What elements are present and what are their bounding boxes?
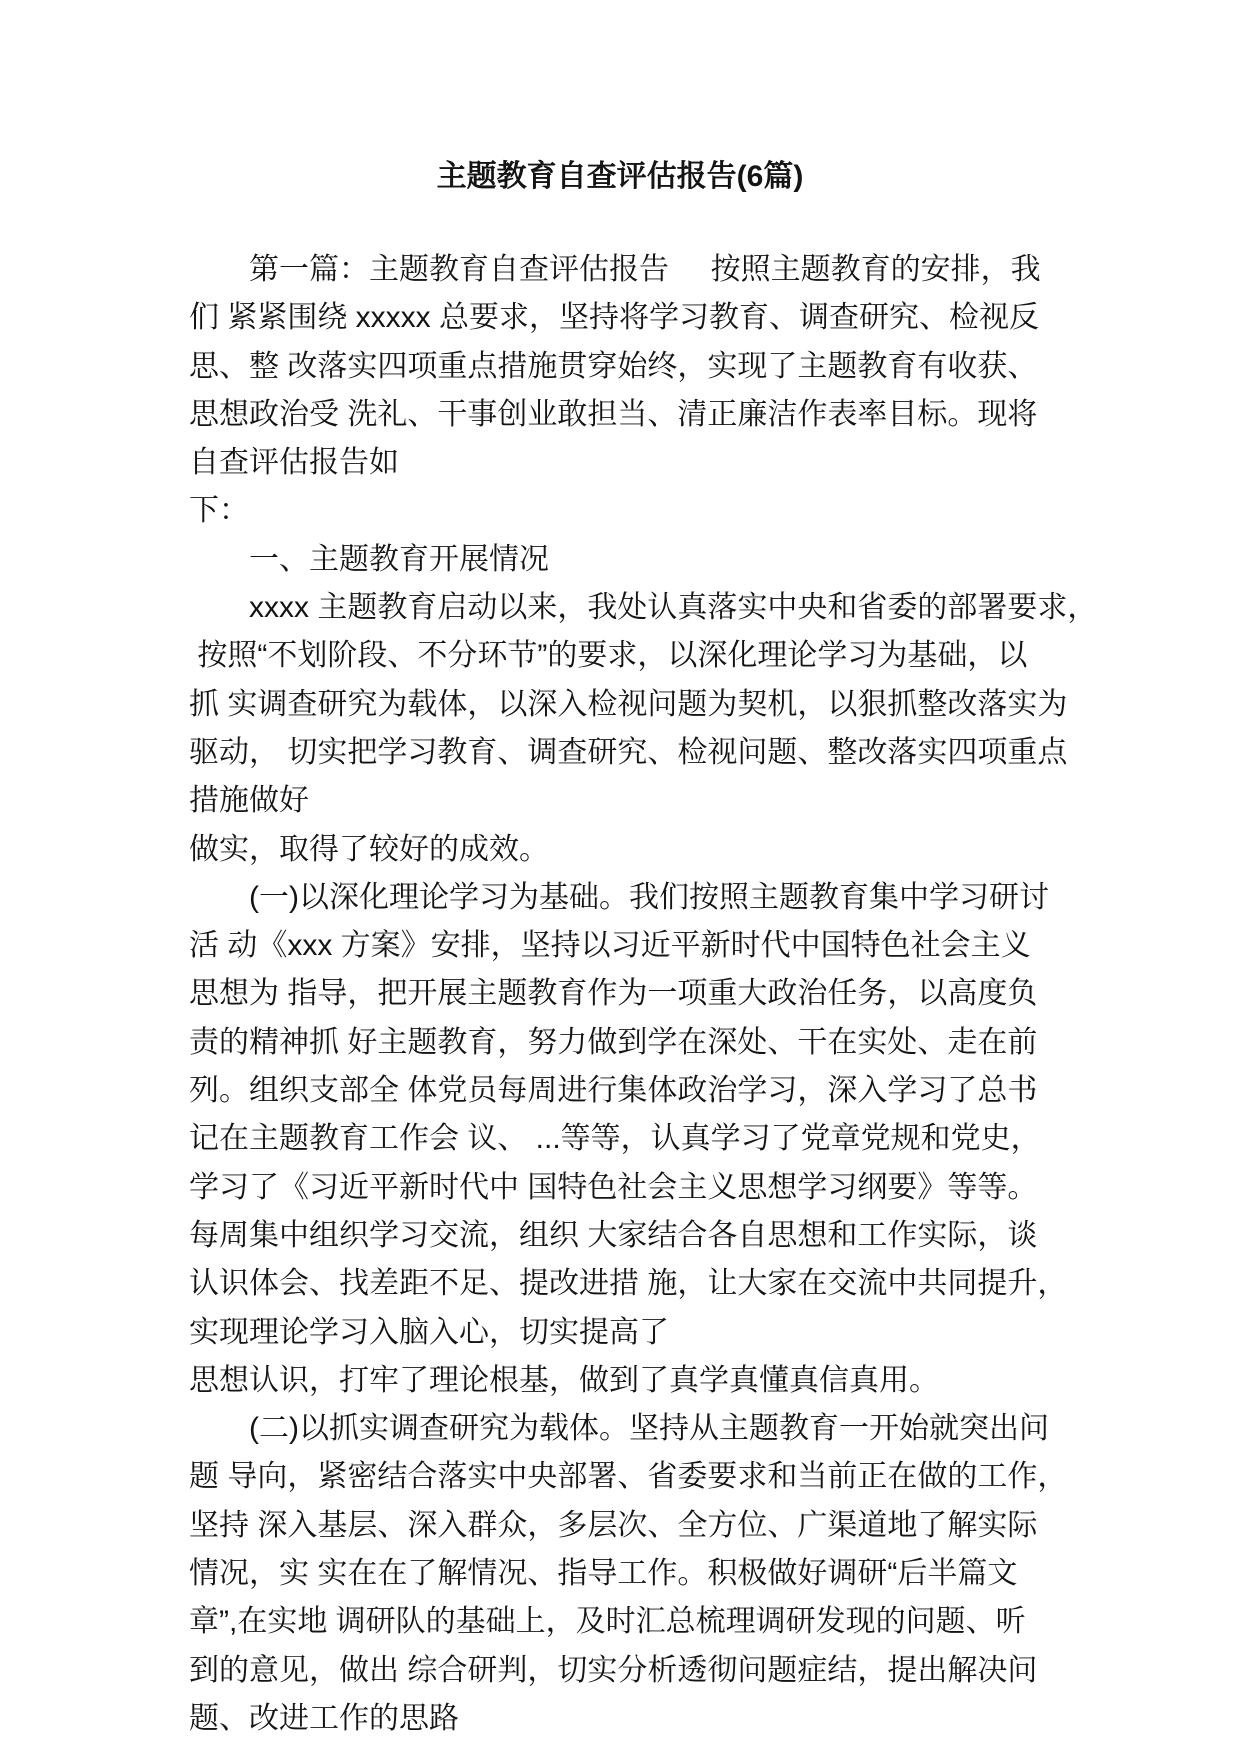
text-line: 认识体会、找差距不足、提改进措 施，让大家在交流中共同提升， bbox=[189, 1267, 1068, 1301]
text-line: 们 紧紧围绕 xxxxx 总要求，坚持将学习教育、调查研究、检视反 bbox=[189, 301, 1040, 335]
text-line: 做实，取得了较好的成效。 bbox=[189, 832, 549, 866]
text-line: 思想为 指导，把开展主题教育作为一项重大政治任务，以高度负 bbox=[189, 977, 1038, 1011]
text-line: 第一篇：主题教育自查评估报告 按照主题教育的安排，我 bbox=[249, 253, 1041, 286]
text-line: 记在主题教育工作会 议、 ...等等，认真学习了党章党规和党史， bbox=[189, 1122, 1041, 1156]
paragraph-research bbox=[189, 1405, 1199, 1743]
text-line: 题 导向，紧密结合落实中央部署、省委要求和当前正在做的工作， bbox=[189, 1460, 1068, 1494]
text-line: xxxx 主题教育启动以来，我处认真落实中央和省委的部署要求， bbox=[249, 591, 1098, 625]
paragraph-overview bbox=[189, 584, 1199, 874]
text-line: 列。组织支部全 体党员每周进行集体政治学习，深入学习了总书 bbox=[189, 1074, 1038, 1108]
text-line: 思、整 改落实四项重点措施贯穿始终，实现了主题教育有收获、 bbox=[189, 349, 1038, 383]
text-line: 情况，实 实在在了解情况、指导工作。积极做好调研“后半篇文 bbox=[189, 1557, 1018, 1591]
document-body bbox=[189, 246, 1199, 1743]
text-line: 坚持 深入基层、深入群众，多层次、全方位、广渠道地了解实际 bbox=[189, 1508, 1038, 1542]
text-line: 驱动， 切实把学习教育、调查研究、检视问题、整改落实四项重点 bbox=[189, 735, 1068, 769]
text-line: 实现理论学习入脑入心，切实提高了 bbox=[189, 1315, 669, 1349]
text-line: 到的意见，做出 综合研判，切实分析透彻问题症结，提出解决问 bbox=[189, 1653, 1038, 1687]
text-line: 题、改进工作的思路 bbox=[189, 1701, 459, 1735]
text-line: 按照“不划阶段、不分环节”的要求，以深化理论学习为基础，以 bbox=[189, 639, 1028, 673]
text-line: (二)以抓实调查研究为载体。坚持从主题教育一开始就突出问 bbox=[249, 1412, 1049, 1446]
text-line: 学习了《习近平新时代中 国特色社会主义思想学习纲要》等等。 bbox=[189, 1170, 1038, 1204]
text-line: 活 动《xxx 方案》安排，坚持以习近平新时代中国特色社会主义 bbox=[189, 929, 1031, 963]
text-line: (一)以深化理论学习为基础。我们按照主题教育集中学习研讨 bbox=[249, 880, 1049, 914]
text-line: 责的精神抓 好主题教育，努力做到学在深处、干在实处、走在前 bbox=[189, 1025, 1038, 1059]
text-line: 思想政治受 洗礼、干事创业敢担当、清正廉洁作表率目标。现将 bbox=[189, 397, 1038, 431]
text-line: 下： bbox=[189, 494, 249, 528]
paragraph-intro bbox=[189, 246, 1199, 536]
text-line: 自查评估报告如 bbox=[189, 446, 399, 480]
text-line: 思想认识，打牢了理论根基，做到了真学真懂真信真用。 bbox=[189, 1363, 939, 1397]
text-line: 一、主题教育开展情况 bbox=[249, 542, 549, 576]
paragraph-theory-study bbox=[189, 874, 1199, 1405]
text-line: 每周集中组织学习交流，组织 大家结合各自思想和工作实际，谈 bbox=[189, 1218, 1038, 1252]
text-line: 章”,在实地 调研队的基础上，及时汇总梳理调研发现的问题、听 bbox=[189, 1605, 1026, 1639]
document-title: 主题教育自查评估报告(6篇) bbox=[436, 160, 804, 193]
text-line: 抓 实调查研究为载体，以深入检视问题为契机，以狠抓整改落实为 bbox=[189, 687, 1068, 721]
text-line: 措施做好 bbox=[189, 784, 309, 818]
section-heading bbox=[189, 536, 1199, 584]
